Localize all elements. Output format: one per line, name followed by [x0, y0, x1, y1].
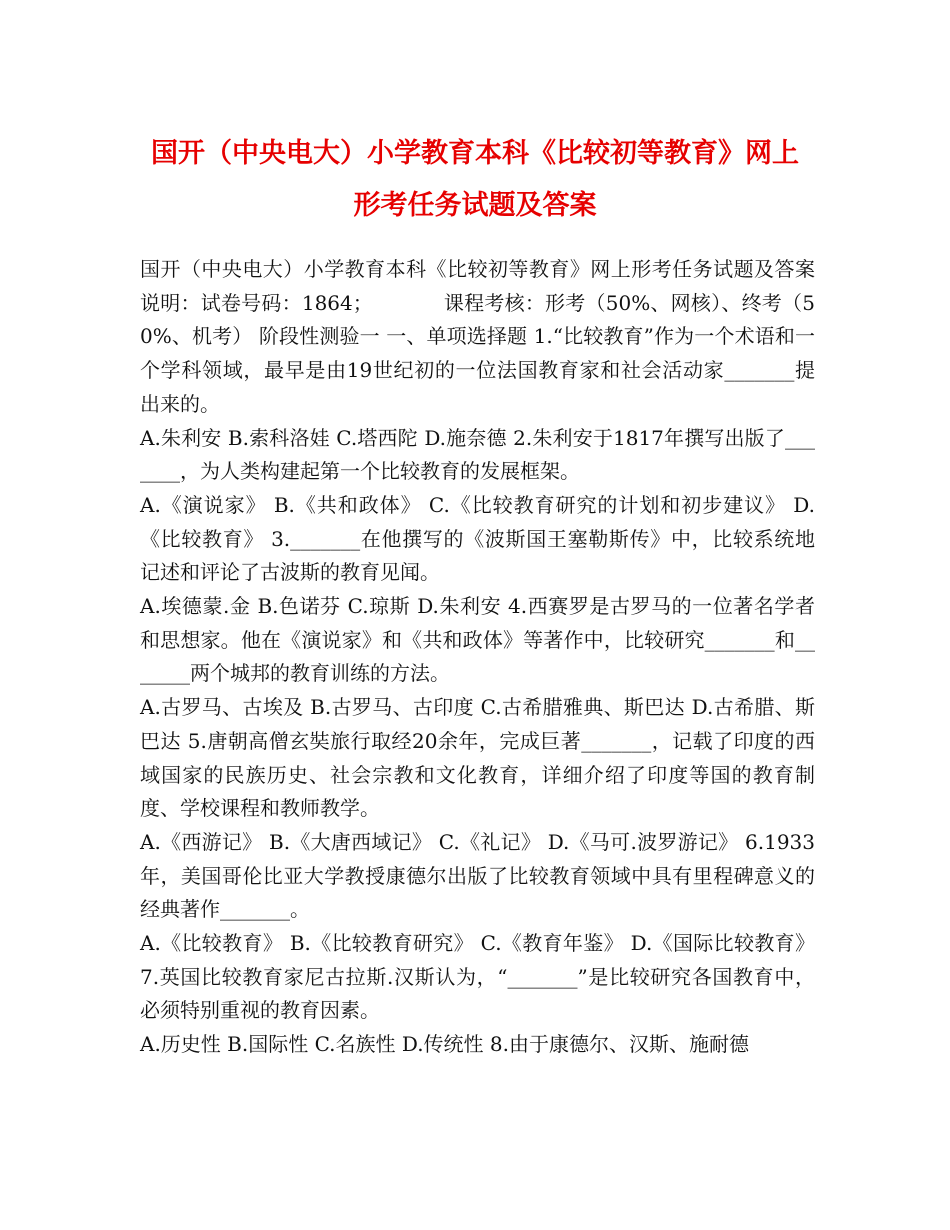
- title-line-1: 国开（中央电大）小学教育本科《比较初等教育》网上: [151, 138, 799, 169]
- paragraph-q3-options-q4: A.埃德蒙.金 B.色诺芬 C.琼斯 D.朱利安 4.西赛罗是古罗马的一位著名学者和思想家。他在《演说家》和《共和政体》等著作中，比较研究_______和_______两个城邦的教育训练的方法。: [140, 594, 815, 686]
- paragraph-q4-options-q5: A.古罗马、古埃及 B.古罗马、古印度 C.古希腊雅典、斯巴达 D.古希腊、斯巴达 5.唐朝高僧玄奘旅行取经20余年，完成巨著_______，记载了印度的西域国家的民族历史、社会宗教和文化教育，详细介绍了印度等国的教育制度、学校课程和教师教学。: [140, 695, 815, 821]
- paragraph-q2-options-q3: A.《演说家》 B.《共和政体》 C.《比较教育研究的计划和初步建议》 D.《比较教育》 3._______在他撰写的《波斯国王塞勒斯传》中，比较系统地记述和评论了古波斯的教育见闻。: [140, 492, 815, 585]
- document-body: [140, 253, 815, 1062]
- document-title: [130, 128, 820, 232]
- paragraph-q5-options-q6: A.《西游记》 B.《大唐西域记》 C.《礼记》 D.《马可.波罗游记》 6.1933年，美国哥伦比亚大学教授康德尔出版了比较教育领域中具有里程碑意义的经典著作_______。: [140, 829, 815, 922]
- paragraph-q1-options-q2: A.朱利安 B.索科洛娃 C.塔西陀 D.施奈德 2.朱利安于1817年撰写出版了_______，为人类构建起第一个比较教育的发展框架。: [140, 425, 815, 484]
- paragraph-intro-q1: 国开（中央电大）小学教育本科《比较初等教育》网上形考任务试题及答案 说明：试卷号码：1864； 课程考核：形考（50%、网核）、终考（50%、机考） 阶段性测验一 一、单项选择题 1.“比较教育”作为一个术语和一个学科领域，最早是由19世纪初的一位法国教育家和社会活动家_______提出来的。: [140, 257, 815, 416]
- paragraph-q7-options-q8: A.历史性 B.国际性 C.名族性 D.传统性 8.由于康德尔、汉斯、施耐德: [140, 1032, 749, 1057]
- paragraph-q6-options-q7: A.《比较教育》 B.《比较教育研究》 C.《教育年鉴》 D.《国际比较教育》 7.英国比较教育家尼古拉斯.汉斯认为，“_______”是比较研究各国教育中，必须特别重视的教育因素。: [140, 931, 815, 1023]
- title-line-2: 形考任务试题及答案: [353, 190, 597, 221]
